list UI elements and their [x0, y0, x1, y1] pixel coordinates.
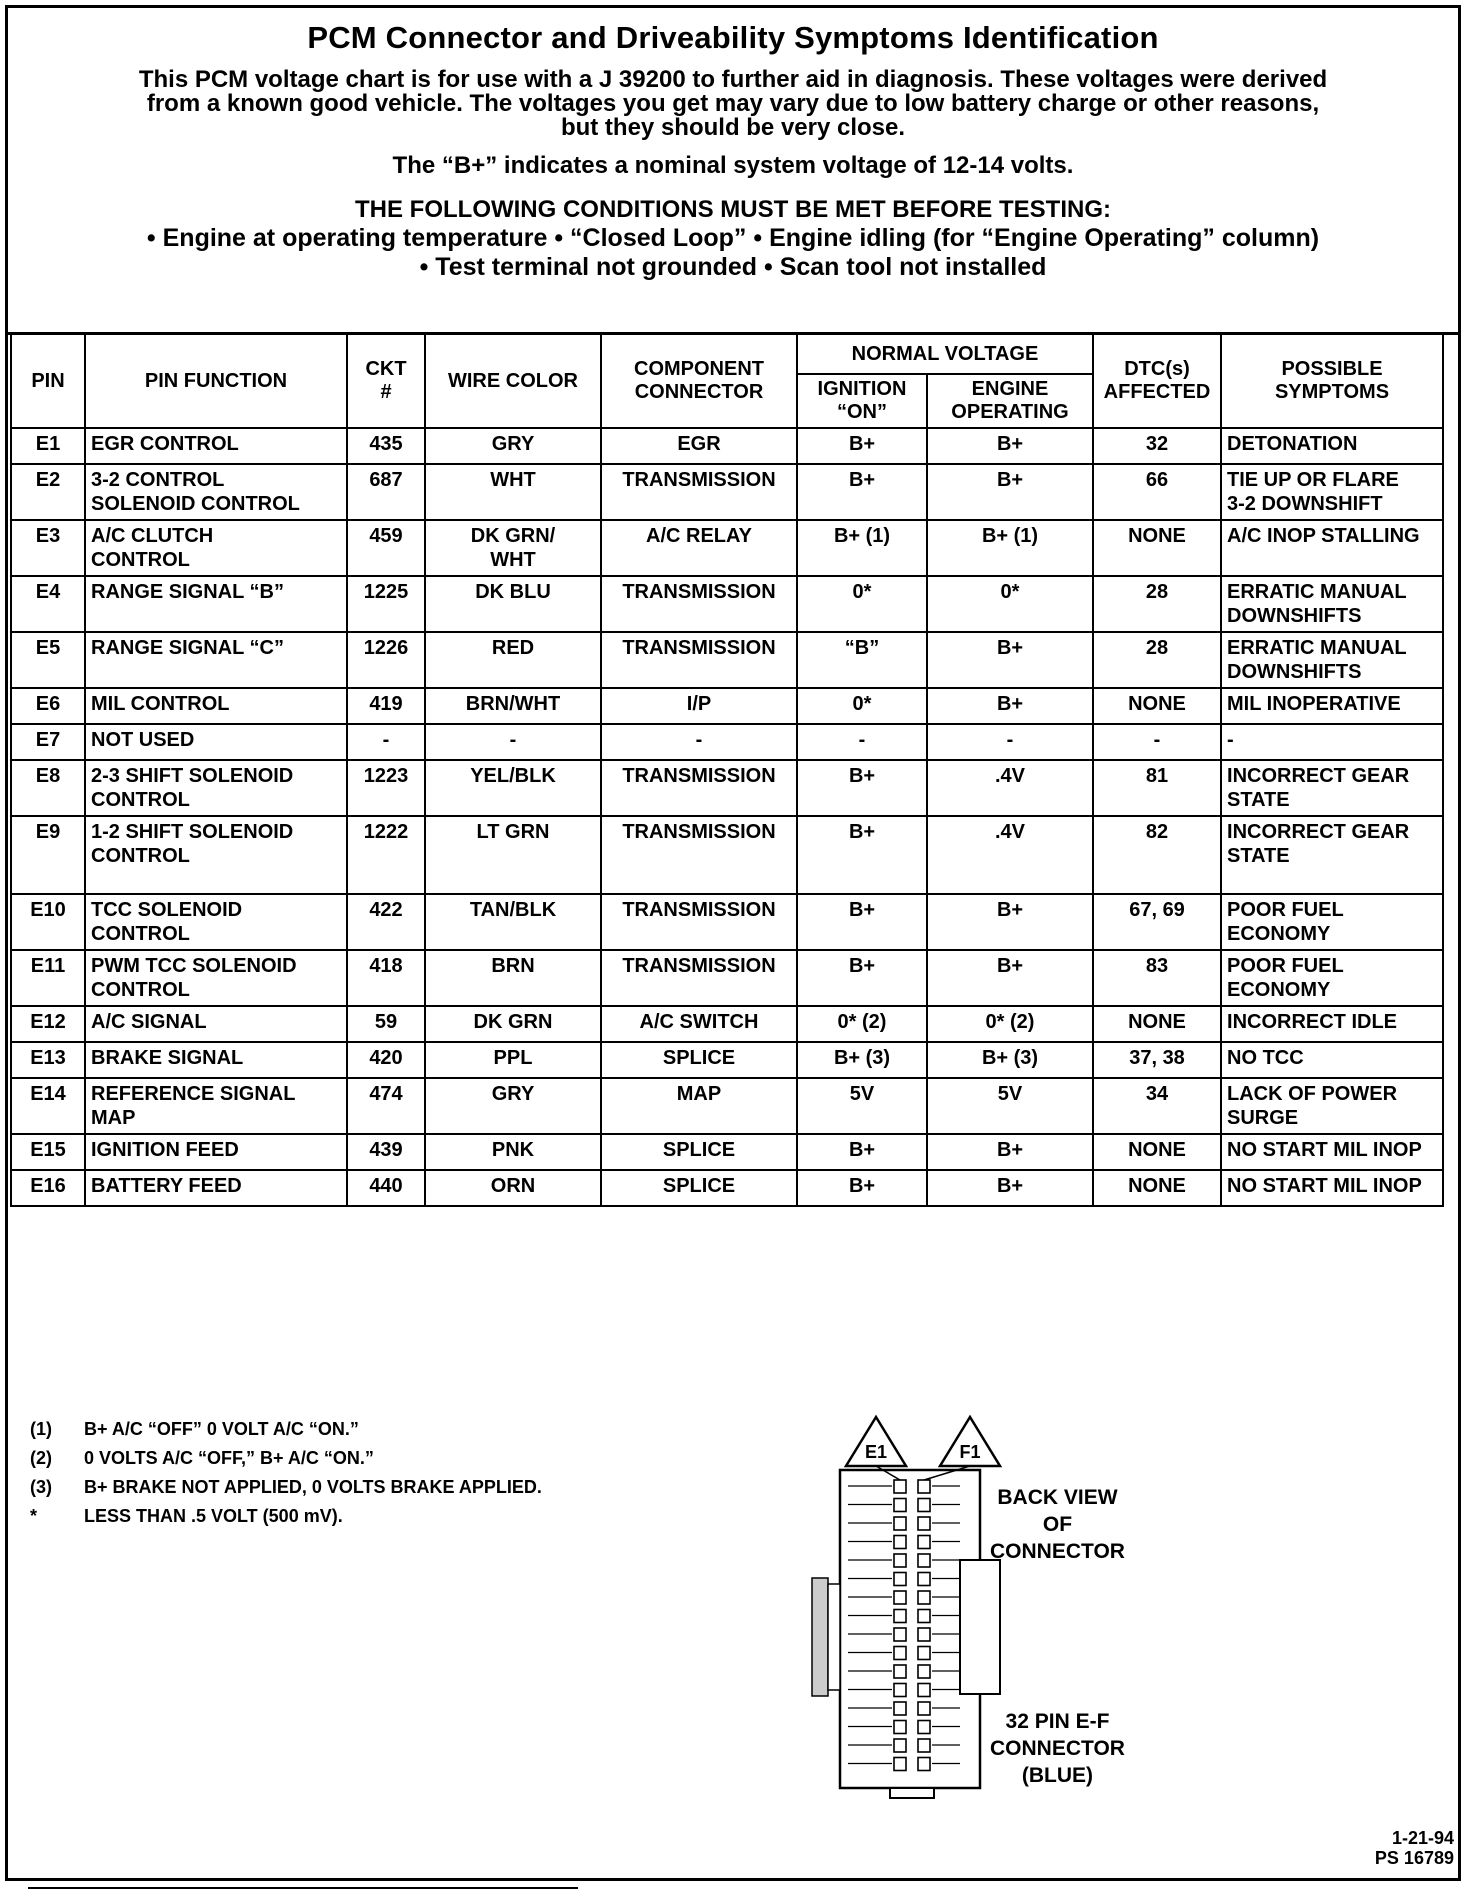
table-cell-component: EGR: [601, 428, 797, 464]
table-cell-ignition-on: “B”: [797, 632, 927, 688]
table-row: [11, 428, 1443, 464]
pin-f-cavity: [918, 1554, 930, 1567]
pin-f-cavity: [918, 1573, 930, 1586]
table-cell-function: 3-2 CONTROL SOLENOID CONTROL: [85, 464, 347, 520]
table-cell-function: A/C SIGNAL: [85, 1006, 347, 1042]
table-cell-dtc: 34: [1093, 1078, 1221, 1134]
table-cell-function: EGR CONTROL: [85, 428, 347, 464]
table-cell-function: BATTERY FEED: [85, 1170, 347, 1206]
table-cell-engine-operating: B+: [927, 1170, 1093, 1206]
table-cell-ignition-on: B+: [797, 464, 927, 520]
pin-f-cavity: [918, 1610, 930, 1623]
table-cell-ckt: 418: [347, 950, 425, 1006]
table-cell-ignition-on: B+ (3): [797, 1042, 927, 1078]
table-cell-component: TRANSMISSION: [601, 464, 797, 520]
table-cell-component: SPLICE: [601, 1170, 797, 1206]
pin-f-cavity: [918, 1684, 930, 1697]
pin-f-cavity: [918, 1517, 930, 1530]
table-cell-pin: E11: [11, 950, 85, 1006]
table-row: [11, 632, 1443, 688]
e1-label: E1: [864, 1442, 888, 1462]
table-row: [11, 576, 1443, 632]
intro-text: [28, 68, 1438, 140]
document-id: [1375, 1828, 1454, 1868]
table-cell-function: MIL CONTROL: [85, 688, 347, 724]
table-cell-function: IGNITION FEED: [85, 1134, 347, 1170]
table-cell-component: TRANSMISSION: [601, 576, 797, 632]
table-cell-function: RANGE SIGNAL “C”: [85, 632, 347, 688]
table-cell-symptom: POOR FUEL ECONOMY: [1221, 950, 1443, 1006]
table-cell-function: 1-2 SHIFT SOLENOID CONTROL: [85, 816, 347, 894]
header-symptoms: POSSIBLE SYMPTOMS: [1221, 334, 1443, 428]
table-cell-ignition-on: 0*: [797, 688, 927, 724]
intro-line: but they should be very close.: [560, 114, 906, 141]
conditions-line: • Test terminal not grounded • Scan tool not installed: [419, 253, 1047, 281]
header-component-connector: COMPONENT CONNECTOR: [601, 334, 797, 428]
table-cell-ckt: 1226: [347, 632, 425, 688]
pin-e-cavity: [894, 1536, 906, 1549]
footnote-mark: (3): [30, 1477, 52, 1497]
pin-f-cavity: [918, 1721, 930, 1734]
table-row: [11, 760, 1443, 816]
table-cell-symptom: DETONATION: [1221, 428, 1443, 464]
table-cell-dtc: 37, 38: [1093, 1042, 1221, 1078]
table-cell-ckt: 1222: [347, 816, 425, 894]
table-cell-ignition-on: B+ (1): [797, 520, 927, 576]
table-cell-engine-operating: 0*: [927, 576, 1093, 632]
table-cell-dtc: NONE: [1093, 1006, 1221, 1042]
table-cell-wire-color: DK BLU: [425, 576, 601, 632]
pin-f-cavity: [918, 1758, 930, 1771]
table-cell-pin: E12: [11, 1006, 85, 1042]
table-cell-engine-operating: B+: [927, 428, 1093, 464]
table-cell-dtc: 28: [1093, 576, 1221, 632]
table-cell-pin: E10: [11, 894, 85, 950]
table-cell-component: A/C RELAY: [601, 520, 797, 576]
table-cell-engine-operating: 5V: [927, 1078, 1093, 1134]
header-pin: PIN: [11, 334, 85, 428]
table-cell-ckt: 440: [347, 1170, 425, 1206]
pin-e-cavity: [894, 1591, 906, 1604]
footnote-mark: *: [30, 1506, 38, 1526]
table-row: [11, 724, 1443, 760]
pin-f-cavity: [918, 1665, 930, 1678]
table-cell-ignition-on: B+: [797, 950, 927, 1006]
table-cell-pin: E8: [11, 760, 85, 816]
table-row: [11, 894, 1443, 950]
table-row: [11, 950, 1443, 1006]
table-cell-ignition-on: 0* (2): [797, 1006, 927, 1042]
footnote-text: 0 VOLTS A/C “OFF,” B+ A/C “ON.”: [84, 1448, 374, 1468]
page-title: PCM Connector and Driveability Symptoms Identification: [307, 20, 1159, 55]
table-cell-component: MAP: [601, 1078, 797, 1134]
table-cell-engine-operating: B+: [927, 688, 1093, 724]
table-cell-dtc: 28: [1093, 632, 1221, 688]
table-cell-symptom: INCORRECT IDLE: [1221, 1006, 1443, 1042]
table-cell-pin: E5: [11, 632, 85, 688]
table-cell-dtc: 67, 69: [1093, 894, 1221, 950]
table-body: [11, 428, 1443, 1206]
connector-label: 32 PIN E-F CONNECTOR (BLUE): [990, 1710, 1125, 1787]
table-cell-engine-operating: .4V: [927, 760, 1093, 816]
table-cell-ckt: 1225: [347, 576, 425, 632]
table-row: [11, 816, 1443, 894]
table-row: [11, 1078, 1443, 1134]
table-cell-function: 2-3 SHIFT SOLENOID CONTROL: [85, 760, 347, 816]
header-pin-function: PIN FUNCTION: [85, 334, 347, 428]
table-cell-dtc: -: [1093, 724, 1221, 760]
table-cell-ignition-on: B+: [797, 428, 927, 464]
table-cell-ignition-on: 0*: [797, 576, 927, 632]
table-cell-engine-operating: B+: [927, 632, 1093, 688]
footnotes: [30, 1415, 542, 1531]
table-cell-engine-operating: B+: [927, 1134, 1093, 1170]
conditions-line: • Engine at operating temperature • “Closed Loop” • Engine idling (for “Engine Operating” column): [146, 224, 1320, 252]
table-cell-engine-operating: B+ (3): [927, 1042, 1093, 1078]
table-cell-symptom: POOR FUEL ECONOMY: [1221, 894, 1443, 950]
conditions-title: THE FOLLOWING CONDITIONS MUST BE MET BEFORE TESTING:: [355, 196, 1111, 223]
header: [8, 8, 1458, 335]
table-cell-symptom: ERRATIC MANUAL DOWNSHIFTS: [1221, 576, 1443, 632]
table-cell-wire-color: RED: [425, 632, 601, 688]
table-cell-pin: E14: [11, 1078, 85, 1134]
footnote-mark: (1): [30, 1419, 52, 1439]
table-row: [11, 464, 1443, 520]
table-cell-dtc: 66: [1093, 464, 1221, 520]
table-cell-symptom: A/C INOP STALLING: [1221, 520, 1443, 576]
footnote: [30, 1444, 542, 1473]
header-ignition-on: IGNITION “ON”: [797, 374, 927, 428]
table-cell-wire-color: WHT: [425, 464, 601, 520]
table-cell-engine-operating: B+: [927, 464, 1093, 520]
table-cell-ignition-on: -: [797, 724, 927, 760]
footnote-text: B+ BRAKE NOT APPLIED, 0 VOLTS BRAKE APPLIED.: [84, 1477, 542, 1497]
table-cell-dtc: NONE: [1093, 688, 1221, 724]
table-cell-ignition-on: B+: [797, 1170, 927, 1206]
pin-e-cavity: [894, 1665, 906, 1678]
table-cell-component: A/C SWITCH: [601, 1006, 797, 1042]
table-cell-ignition-on: B+: [797, 894, 927, 950]
pin-e-cavity: [894, 1554, 906, 1567]
table-cell-pin: E3: [11, 520, 85, 576]
pin-e-cavity: [894, 1758, 906, 1771]
table-cell-component: I/P: [601, 688, 797, 724]
pin-f-cavity: [918, 1536, 930, 1549]
table-cell-ckt: 435: [347, 428, 425, 464]
table-cell-pin: E15: [11, 1134, 85, 1170]
table-cell-ckt: 422: [347, 894, 425, 950]
table-cell-symptom: -: [1221, 724, 1443, 760]
table-cell-wire-color: BRN/WHT: [425, 688, 601, 724]
table-row: [11, 520, 1443, 576]
table-cell-wire-color: BRN: [425, 950, 601, 1006]
table-cell-wire-color: DK GRN: [425, 1006, 601, 1042]
table-cell-component: TRANSMISSION: [601, 632, 797, 688]
pin-e-cavity: [894, 1499, 906, 1512]
table-cell-pin: E7: [11, 724, 85, 760]
table-cell-symptom: LACK OF POWER SURGE: [1221, 1078, 1443, 1134]
pin-table: [10, 333, 1444, 1207]
pin-e-cavity: [894, 1702, 906, 1715]
table-cell-function: RANGE SIGNAL “B”: [85, 576, 347, 632]
table-cell-ckt: 439: [347, 1134, 425, 1170]
table-cell-dtc: NONE: [1093, 520, 1221, 576]
table-cell-ignition-on: B+: [797, 760, 927, 816]
table-cell-dtc: 83: [1093, 950, 1221, 1006]
table-cell-wire-color: YEL/BLK: [425, 760, 601, 816]
table-cell-component: TRANSMISSION: [601, 894, 797, 950]
table-cell-dtc: NONE: [1093, 1134, 1221, 1170]
table-cell-symptom: TIE UP OR FLARE 3-2 DOWNSHIFT: [1221, 464, 1443, 520]
doc-number: PS 16789: [1374, 1848, 1454, 1868]
table-cell-symptom: INCORRECT GEAR STATE: [1221, 816, 1443, 894]
pin-f-cavity: [918, 1647, 930, 1660]
connector-diagram: [800, 1400, 1220, 1800]
pin-f-cavity: [918, 1499, 930, 1512]
connector-tab: [960, 1560, 1000, 1694]
latch-left-inner: [828, 1584, 840, 1690]
table-cell-pin: E16: [11, 1170, 85, 1206]
table-cell-function: PWM TCC SOLENOID CONTROL: [85, 950, 347, 1006]
table-cell-ckt: 420: [347, 1042, 425, 1078]
pin-f-cavity: [918, 1739, 930, 1752]
pin-e-cavity: [894, 1647, 906, 1660]
pin-f-cavity: [918, 1702, 930, 1715]
table-cell-ckt: 459: [347, 520, 425, 576]
table-cell-symptom: INCORRECT GEAR STATE: [1221, 760, 1443, 816]
table-cell-component: SPLICE: [601, 1134, 797, 1170]
pin-f-cavity: [918, 1591, 930, 1604]
pin-e-cavity: [894, 1684, 906, 1697]
f1-label: F1: [959, 1442, 981, 1462]
table-cell-function: TCC SOLENOID CONTROL: [85, 894, 347, 950]
footnote: [30, 1415, 542, 1444]
header-wire-color: WIRE COLOR: [425, 334, 601, 428]
table-cell-symptom: NO TCC: [1221, 1042, 1443, 1078]
table-cell-symptom: MIL INOPERATIVE: [1221, 688, 1443, 724]
table-row: [11, 1042, 1443, 1078]
table-cell-symptom: NO START MIL INOP: [1221, 1170, 1443, 1206]
table-cell-ignition-on: 5V: [797, 1078, 927, 1134]
table-cell-pin: E9: [11, 816, 85, 894]
table-cell-ckt: 474: [347, 1078, 425, 1134]
table-cell-component: -: [601, 724, 797, 760]
table-cell-ckt: 1223: [347, 760, 425, 816]
connector-body: [812, 1466, 1000, 1798]
table-cell-wire-color: TAN/BLK: [425, 894, 601, 950]
table-cell-wire-color: GRY: [425, 428, 601, 464]
footnote-text: B+ A/C “OFF” 0 VOLT A/C “ON.”: [84, 1419, 359, 1439]
table-cell-wire-color: ORN: [425, 1170, 601, 1206]
table-row: [11, 1170, 1443, 1206]
table-cell-wire-color: DK GRN/ WHT: [425, 520, 601, 576]
table-cell-dtc: 81: [1093, 760, 1221, 816]
doc-date: 1-21-94: [1391, 1828, 1454, 1848]
pin-e-cavity: [894, 1739, 906, 1752]
pin-f-cavity: [918, 1480, 930, 1493]
pin-e-cavity: [894, 1628, 906, 1641]
table-cell-component: TRANSMISSION: [601, 760, 797, 816]
table-cell-pin: E2: [11, 464, 85, 520]
header-engine-operating: ENGINE OPERATING: [927, 374, 1093, 428]
pin-e-cavity: [894, 1610, 906, 1623]
table-cell-function: A/C CLUTCH CONTROL: [85, 520, 347, 576]
footnote-text: LESS THAN .5 VOLT (500 mV).: [84, 1506, 343, 1526]
table-cell-dtc: NONE: [1093, 1170, 1221, 1206]
intro-line: from a known good vehicle. The voltages you get may vary due to low battery charge or other reasons,: [146, 90, 1320, 117]
header-dtc: DTC(s) AFFECTED: [1093, 334, 1221, 428]
table-cell-ckt: 687: [347, 464, 425, 520]
table-cell-function: NOT USED: [85, 724, 347, 760]
pin-e-cavity: [894, 1573, 906, 1586]
table-cell-wire-color: PPL: [425, 1042, 601, 1078]
table-cell-wire-color: LT GRN: [425, 816, 601, 894]
pin-e-cavity: [894, 1480, 906, 1493]
table-cell-component: TRANSMISSION: [601, 816, 797, 894]
table-cell-dtc: 32: [1093, 428, 1221, 464]
table-cell-pin: E4: [11, 576, 85, 632]
table-cell-wire-color: GRY: [425, 1078, 601, 1134]
table-cell-pin: E13: [11, 1042, 85, 1078]
table-cell-function: REFERENCE SIGNAL MAP: [85, 1078, 347, 1134]
table-cell-component: TRANSMISSION: [601, 950, 797, 1006]
table-cell-function: BRAKE SIGNAL: [85, 1042, 347, 1078]
table-cell-pin: E6: [11, 688, 85, 724]
footnote: [30, 1473, 542, 1502]
table-cell-pin: E1: [11, 428, 85, 464]
footnote: [30, 1502, 542, 1531]
table-cell-engine-operating: B+ (1): [927, 520, 1093, 576]
table-cell-symptom: NO START MIL INOP: [1221, 1134, 1443, 1170]
table-cell-engine-operating: -: [927, 724, 1093, 760]
back-view-label: BACK VIEW OF CONNECTOR: [990, 1486, 1125, 1563]
table-cell-engine-operating: B+: [927, 894, 1093, 950]
connector-bottom-tab: [890, 1788, 934, 1798]
table-cell-ckt: 59: [347, 1006, 425, 1042]
table-cell-ignition-on: B+: [797, 816, 927, 894]
table-cell-ckt: -: [347, 724, 425, 760]
table-cell-wire-color: -: [425, 724, 601, 760]
table-cell-engine-operating: 0* (2): [927, 1006, 1093, 1042]
latch-left: [812, 1578, 828, 1696]
pin-e-cavity: [894, 1517, 906, 1530]
table-cell-wire-color: PNK: [425, 1134, 601, 1170]
table-cell-dtc: 82: [1093, 816, 1221, 894]
footnote-mark: (2): [30, 1448, 52, 1468]
table-cell-ignition-on: B+: [797, 1134, 927, 1170]
table-cell-ckt: 419: [347, 688, 425, 724]
intro-line: This PCM voltage chart is for use with a J 39200 to further aid in diagnosis. These voltages were derived: [138, 66, 1328, 93]
header-normal-voltage: NORMAL VOLTAGE: [797, 334, 1093, 374]
bplus-note: The “B+” indicates a nominal system voltage of 12-14 volts.: [392, 152, 1074, 179]
table-cell-engine-operating: B+: [927, 950, 1093, 1006]
table-cell-symptom: ERRATIC MANUAL DOWNSHIFTS: [1221, 632, 1443, 688]
table-cell-component: SPLICE: [601, 1042, 797, 1078]
pin-e-cavity: [894, 1721, 906, 1734]
pin-f-cavity: [918, 1628, 930, 1641]
table-cell-engine-operating: .4V: [927, 816, 1093, 894]
header-ckt: CKT #: [347, 334, 425, 428]
table-row: [11, 1006, 1443, 1042]
table-row: [11, 688, 1443, 724]
table-row: [11, 1134, 1443, 1170]
bottom-rule: [28, 1887, 578, 1889]
